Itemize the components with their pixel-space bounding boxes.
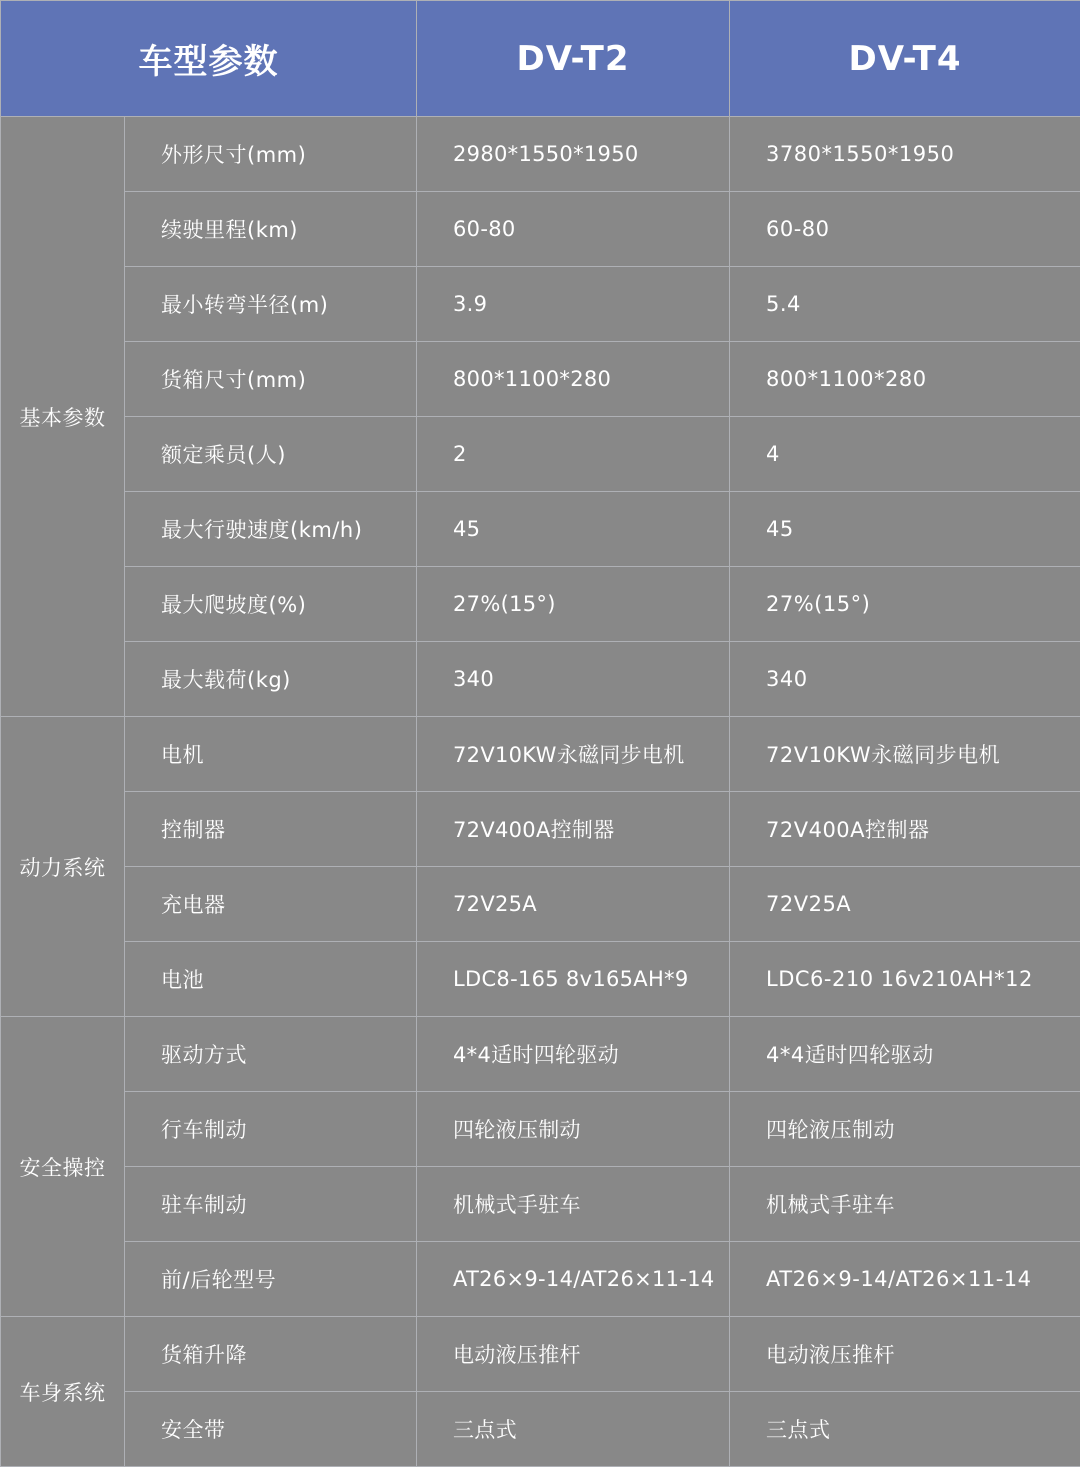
dv-t2-value-cell: 60-80 (417, 192, 730, 267)
table-row (1, 417, 1080, 492)
dv-t4-value-cell: 72V10KW永磁同步电机 (730, 717, 1080, 792)
param-name-cell: 最大爬坡度(%) (125, 567, 417, 642)
header-row (1, 1, 1080, 117)
dv-t2-value-cell: 800*1100*280 (417, 342, 730, 417)
dv-t2-value-cell: 27%(15°) (417, 567, 730, 642)
table-row (1, 1317, 1080, 1392)
dv-t4-value-cell: 60-80 (730, 192, 1080, 267)
dv-t2-value-cell: 3.9 (417, 267, 730, 342)
header-param-label: 车型参数 (1, 1, 417, 117)
group-label: 基本参数 (1, 117, 125, 717)
param-name-cell: 额定乘员(人) (125, 417, 417, 492)
table-row (1, 792, 1080, 867)
dv-t2-value-cell: AT26×9-14/AT26×11-14 (417, 1242, 730, 1317)
dv-t4-value-cell: 机械式手驻车 (730, 1167, 1080, 1242)
param-name-cell: 货箱升降 (125, 1317, 417, 1392)
table-row (1, 1017, 1080, 1092)
dv-t2-value-cell: 2980*1550*1950 (417, 117, 730, 192)
dv-t2-value-cell: 电动液压推杆 (417, 1317, 730, 1392)
param-name-cell: 货箱尺寸(mm) (125, 342, 417, 417)
header-model-dv-t2: DV-T2 (417, 1, 730, 117)
dv-t4-value-cell: LDC6-210 16v210AH*12 (730, 942, 1080, 1017)
param-name-cell: 续驶里程(km) (125, 192, 417, 267)
group-label: 安全操控 (1, 1017, 125, 1317)
group-label: 车身系统 (1, 1317, 125, 1467)
dv-t2-value-cell: 四轮液压制动 (417, 1092, 730, 1167)
dv-t4-value-cell: 四轮液压制动 (730, 1092, 1080, 1167)
dv-t2-value-cell: 机械式手驻车 (417, 1167, 730, 1242)
param-name-cell: 最大行驶速度(km/h) (125, 492, 417, 567)
param-name-cell: 充电器 (125, 867, 417, 942)
dv-t4-value-cell: 电动液压推杆 (730, 1317, 1080, 1392)
table-row (1, 117, 1080, 192)
dv-t4-value-cell: 4*4适时四轮驱动 (730, 1017, 1080, 1092)
param-name-cell: 电池 (125, 942, 417, 1017)
dv-t4-value-cell: 27%(15°) (730, 567, 1080, 642)
param-name-cell: 行车制动 (125, 1092, 417, 1167)
dv-t2-value-cell: 72V10KW永磁同步电机 (417, 717, 730, 792)
dv-t2-value-cell: 45 (417, 492, 730, 567)
dv-t4-value-cell: 340 (730, 642, 1080, 717)
table-row (1, 192, 1080, 267)
dv-t4-value-cell: 4 (730, 417, 1080, 492)
table-row (1, 1092, 1080, 1167)
dv-t2-value-cell: 4*4适时四轮驱动 (417, 1017, 730, 1092)
dv-t2-value-cell: 72V400A控制器 (417, 792, 730, 867)
table-row (1, 1167, 1080, 1242)
table-body (1, 117, 1080, 1467)
table-row (1, 267, 1080, 342)
table-row (1, 1242, 1080, 1317)
table-row (1, 567, 1080, 642)
param-name-cell: 外形尺寸(mm) (125, 117, 417, 192)
dv-t4-value-cell: 45 (730, 492, 1080, 567)
table-row (1, 1392, 1080, 1467)
table-row (1, 342, 1080, 417)
table-row (1, 492, 1080, 567)
dv-t2-value-cell: 三点式 (417, 1392, 730, 1467)
param-name-cell: 驱动方式 (125, 1017, 417, 1092)
group-label: 动力系统 (1, 717, 125, 1017)
dv-t4-value-cell: 800*1100*280 (730, 342, 1080, 417)
dv-t4-value-cell: 72V400A控制器 (730, 792, 1080, 867)
param-name-cell: 驻车制动 (125, 1167, 417, 1242)
dv-t4-value-cell: 72V25A (730, 867, 1080, 942)
dv-t4-value-cell: AT26×9-14/AT26×11-14 (730, 1242, 1080, 1317)
param-name-cell: 安全带 (125, 1392, 417, 1467)
dv-t4-value-cell: 5.4 (730, 267, 1080, 342)
param-name-cell: 电机 (125, 717, 417, 792)
param-name-cell: 最大载荷(kg) (125, 642, 417, 717)
dv-t2-value-cell: 72V25A (417, 867, 730, 942)
dv-t2-value-cell: 340 (417, 642, 730, 717)
dv-t4-value-cell: 三点式 (730, 1392, 1080, 1467)
table-header (1, 1, 1080, 117)
dv-t4-value-cell: 3780*1550*1950 (730, 117, 1080, 192)
dv-t2-value-cell: LDC8-165 8v165AH*9 (417, 942, 730, 1017)
table-row (1, 717, 1080, 792)
dv-t2-value-cell: 2 (417, 417, 730, 492)
param-name-cell: 前/后轮型号 (125, 1242, 417, 1317)
header-model-dv-t4: DV-T4 (730, 1, 1080, 117)
param-name-cell: 最小转弯半径(m) (125, 267, 417, 342)
param-name-cell: 控制器 (125, 792, 417, 867)
table-row (1, 867, 1080, 942)
table-row (1, 642, 1080, 717)
table-row (1, 942, 1080, 1017)
